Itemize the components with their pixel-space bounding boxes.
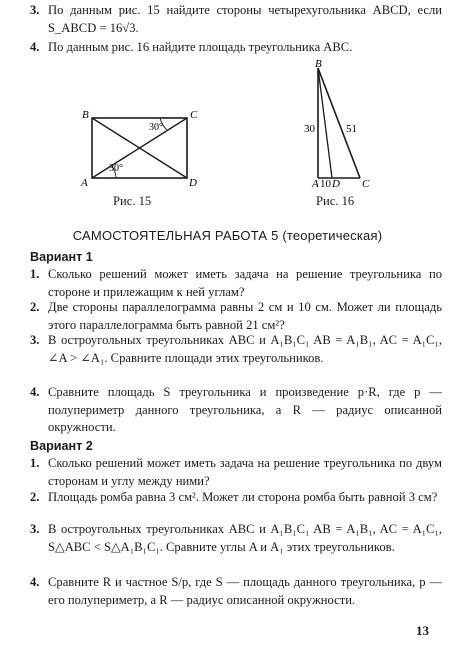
problem-text: Площадь ромба равна 3 см². Может ли сторона ромба быть равной 3 см? bbox=[48, 490, 438, 504]
label-seg-ad: 10 bbox=[320, 178, 331, 188]
top-problem-3 bbox=[30, 2, 442, 37]
v2-problem-2 bbox=[30, 489, 442, 507]
problem-number: 3. bbox=[30, 333, 40, 347]
figure-16-triangle bbox=[300, 58, 390, 188]
label-side-bc: 51 bbox=[346, 123, 357, 135]
problem-number: 2. bbox=[30, 300, 40, 314]
label-d: D bbox=[189, 177, 197, 188]
v2-problem-3 bbox=[30, 521, 442, 556]
problem-number: 4. bbox=[30, 40, 40, 54]
v1-problem-3 bbox=[30, 332, 442, 367]
section-heading: САМОСТОЯТЕЛЬНАЯ РАБОТА 5 (теоретическая) bbox=[72, 228, 383, 243]
v2-problem-1 bbox=[30, 455, 442, 490]
v1-problem-2 bbox=[30, 299, 442, 334]
problem-text: Сколько решений может иметь задача на решение треугольника по двум сторонам и углу между ними? bbox=[48, 456, 442, 488]
problem-number: 1. bbox=[30, 267, 40, 281]
label-angle-top: 30° bbox=[149, 122, 163, 133]
problem-text: В остроугольных треугольниках ABC и A₁B₁C₁ AB = A₁B₁, AC = A₁C₁, ∠A > ∠A₁. Сравните площади этих треугольников. bbox=[48, 333, 442, 365]
label-d: D bbox=[332, 178, 340, 188]
problem-number: 2. bbox=[30, 490, 40, 504]
problem-text: Две стороны параллелограмма равны 2 см и 10 см. Может ли площадь этого параллелограмма быть равной 21 см²? bbox=[48, 300, 442, 332]
label-a: A bbox=[312, 178, 319, 188]
label-c: C bbox=[362, 178, 370, 188]
v1-problem-4 bbox=[30, 384, 442, 437]
label-c: C bbox=[190, 109, 198, 121]
label-b: B bbox=[82, 109, 89, 121]
v2-problem-4 bbox=[30, 574, 442, 609]
top-problem-4 bbox=[30, 39, 442, 57]
problem-text: Сравните площадь S треугольника и произведение p·R, где p — полупериметр данного треугольника, а R — радиус описанной окружности. bbox=[48, 385, 442, 434]
page-number: 13 bbox=[416, 623, 429, 638]
figure-16-caption: Рис. 16 bbox=[316, 194, 355, 208]
problem-number: 4. bbox=[30, 385, 40, 399]
problem-text: В остроугольных треугольниках ABC и A₁B₁C₁ AB = A₁B₁, AC = A₁C₁, S△ABC < S△A₁B₁C₁. Сравните углы A и A₁ этих треугольников. bbox=[48, 522, 442, 554]
label-side-ab: 30 bbox=[304, 123, 315, 135]
variant-1-title: Вариант 1 bbox=[30, 250, 93, 264]
problem-text: Сравните R и частное S/p, где S — площадь данного треугольника, p — его полупериметр, а R — радиус описанной окружности. bbox=[48, 575, 442, 607]
variant-2-title: Вариант 2 bbox=[30, 439, 93, 453]
problem-text: По данным рис. 15 найдите стороны четырехугольника ABCD, если S_ABCD = 16√3. bbox=[48, 3, 442, 35]
label-angle-bottom: 30° bbox=[109, 163, 123, 174]
problem-number: 3. bbox=[30, 3, 40, 17]
problem-number: 3. bbox=[30, 522, 40, 536]
problem-number: 4. bbox=[30, 575, 40, 589]
v1-problem-1 bbox=[30, 266, 442, 301]
problem-text: Сколько решений может иметь задача на решение треугольника по стороне и прилежащим к ней углам? bbox=[48, 267, 442, 299]
figure-15-rectangle bbox=[72, 104, 202, 188]
label-a: A bbox=[81, 177, 88, 188]
problem-number: 1. bbox=[30, 456, 40, 470]
figure-15-caption: Рис. 15 bbox=[113, 194, 152, 208]
problem-text: По данным рис. 16 найдите площадь треугольника ABC. bbox=[48, 40, 353, 54]
label-b: B bbox=[315, 58, 322, 70]
